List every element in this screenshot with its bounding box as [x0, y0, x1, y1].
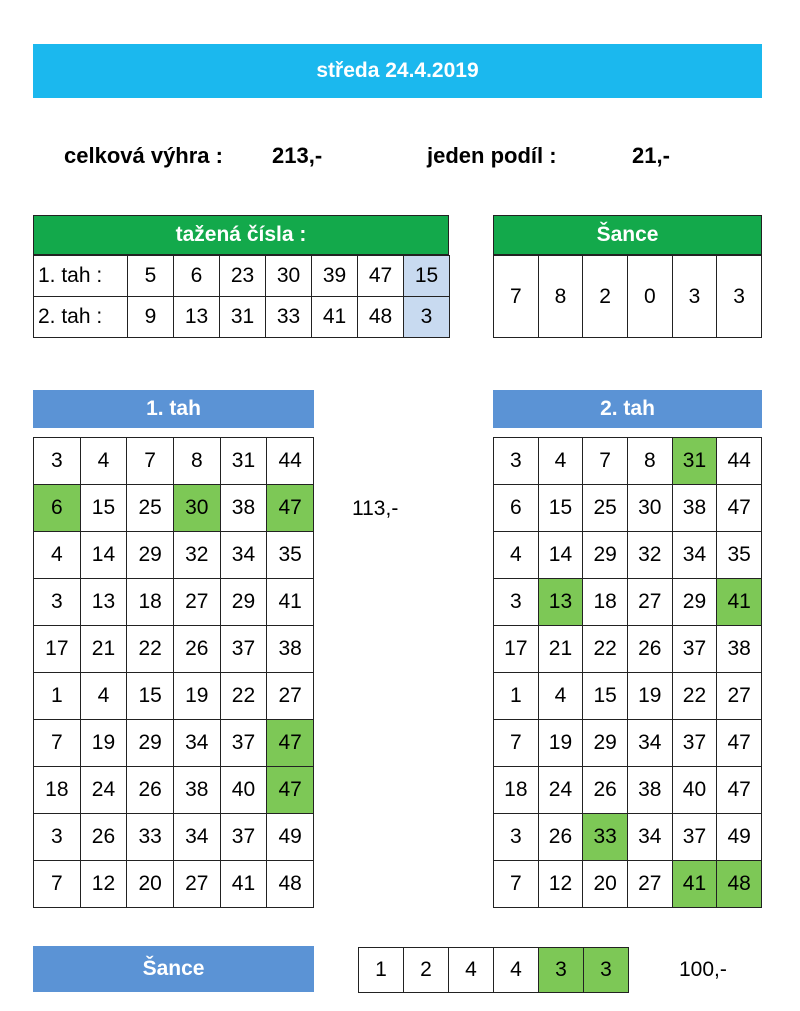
sance-ticket-digit: 1 [359, 948, 404, 993]
tah2-number: 26 [627, 626, 672, 673]
page-title: středa 24.4.2019 [316, 59, 479, 82]
tah2-number: 49 [717, 814, 762, 861]
sance-digit: 8 [538, 256, 583, 338]
tah2-number: 34 [672, 532, 717, 579]
tah1-row [34, 861, 314, 908]
tah2-number: 29 [583, 532, 628, 579]
tah1-number: 26 [80, 814, 127, 861]
tah2-number: 14 [538, 532, 583, 579]
tah2-number: 6 [494, 485, 539, 532]
sance-ticket-digit: 3 [539, 948, 584, 993]
tah2-number: 15 [583, 673, 628, 720]
sance-digit: 3 [717, 256, 762, 338]
tah2-ticket-grid [493, 437, 762, 908]
tah2-number: 27 [627, 861, 672, 908]
tah1-number: 17 [34, 626, 81, 673]
tah1-number: 27 [173, 579, 220, 626]
tah2-number: 37 [672, 720, 717, 767]
sance-ticket-title: Šance [142, 957, 205, 980]
tah2-number: 21 [538, 626, 583, 673]
tah2-number: 44 [717, 438, 762, 485]
drawn-number: 41 [312, 297, 358, 338]
drawn-number: 9 [128, 297, 174, 338]
tah2-number: 3 [494, 814, 539, 861]
tah1-number: 41 [220, 861, 267, 908]
tah1-title: 1. tah [146, 397, 201, 420]
tah1-number: 41 [267, 579, 314, 626]
tah1-row [34, 720, 314, 767]
tah1-number: 15 [80, 485, 127, 532]
tah1-ticket-grid [33, 437, 314, 908]
tah1-number: 47 [267, 720, 314, 767]
tah1-number: 19 [80, 720, 127, 767]
draw-row-label: 2. tah : [34, 297, 128, 338]
tah1-row [34, 814, 314, 861]
tah2-number: 15 [538, 485, 583, 532]
drawn-number: 5 [128, 256, 174, 297]
drawn-numbers-title: tažená čísla : [175, 223, 307, 246]
sance-header [493, 215, 762, 255]
tah1-number: 3 [34, 814, 81, 861]
tah1-number: 29 [220, 579, 267, 626]
tah1-row [34, 485, 314, 532]
tah1-number: 4 [80, 438, 127, 485]
tah2-number: 34 [627, 814, 672, 861]
tah2-row [494, 438, 762, 485]
tah2-row [494, 861, 762, 908]
sance-digit: 7 [494, 256, 539, 338]
tah1-header [33, 390, 314, 428]
tah2-number: 13 [538, 579, 583, 626]
drawn-number: 30 [266, 256, 312, 297]
tah1-number: 44 [267, 438, 314, 485]
tah2-number: 19 [627, 673, 672, 720]
drawn-number: 23 [220, 256, 266, 297]
tah1-number: 18 [34, 767, 81, 814]
tah2-title: 2. tah [600, 397, 655, 420]
page-header [33, 44, 762, 98]
drawn-numbers-table [33, 255, 450, 338]
drawn-numbers-header [33, 215, 449, 255]
share-label: jeden podíl : [427, 143, 557, 168]
tah2-number: 33 [583, 814, 628, 861]
tah2-number: 18 [583, 579, 628, 626]
draw-row-label: 1. tah : [34, 256, 128, 297]
tah2-number: 31 [672, 438, 717, 485]
tah1-number: 34 [173, 720, 220, 767]
tah1-number: 47 [267, 767, 314, 814]
tah1-number: 37 [220, 626, 267, 673]
tah1-row [34, 438, 314, 485]
draw-row-2 [34, 297, 450, 338]
tah1-number: 4 [34, 532, 81, 579]
tah1-number: 35 [267, 532, 314, 579]
tah2-number: 20 [583, 861, 628, 908]
sance-ticket-prize: 100,- [679, 958, 727, 981]
tah1-number: 18 [127, 579, 174, 626]
tah1-number: 38 [220, 485, 267, 532]
total-win-label: celková výhra : [64, 143, 223, 168]
tah1-number: 8 [173, 438, 220, 485]
tah1-number: 7 [127, 438, 174, 485]
tah2-number: 1 [494, 673, 539, 720]
tah2-number: 19 [538, 720, 583, 767]
sance-ticket-digit: 4 [494, 948, 539, 993]
tah2-number: 41 [717, 579, 762, 626]
tah1-number: 13 [80, 579, 127, 626]
sance-digit: 0 [627, 256, 672, 338]
tah2-number: 12 [538, 861, 583, 908]
tah1-number: 40 [220, 767, 267, 814]
tah1-number: 7 [34, 720, 81, 767]
drawn-number: 6 [174, 256, 220, 297]
tah2-number: 17 [494, 626, 539, 673]
tah1-number: 29 [127, 532, 174, 579]
tah1-number: 48 [267, 861, 314, 908]
tah2-header [493, 390, 762, 428]
drawn-number: 31 [220, 297, 266, 338]
tah1-number: 19 [173, 673, 220, 720]
tah1-number: 49 [267, 814, 314, 861]
tah2-number: 4 [538, 673, 583, 720]
tah1-number: 34 [220, 532, 267, 579]
tah1-number: 27 [267, 673, 314, 720]
tah2-number: 37 [672, 814, 717, 861]
tah1-number: 1 [34, 673, 81, 720]
tah1-number: 14 [80, 532, 127, 579]
tah2-number: 25 [583, 485, 628, 532]
tah2-number: 47 [717, 485, 762, 532]
tah2-number: 38 [627, 767, 672, 814]
tah1-number: 47 [267, 485, 314, 532]
tah2-number: 26 [583, 767, 628, 814]
drawn-number: 48 [358, 297, 404, 338]
tah1-number: 4 [80, 673, 127, 720]
tah1-number: 20 [127, 861, 174, 908]
tah1-row [34, 579, 314, 626]
tah2-number: 3 [494, 579, 539, 626]
tah1-number: 15 [127, 673, 174, 720]
tah2-row [494, 626, 762, 673]
drawn-number: 47 [358, 256, 404, 297]
tah2-number: 4 [538, 438, 583, 485]
tah2-row [494, 814, 762, 861]
sance-ticket-digit: 2 [404, 948, 449, 993]
tah2-number: 7 [583, 438, 628, 485]
tah1-number: 27 [173, 861, 220, 908]
tah2-number: 22 [672, 673, 717, 720]
tah1-number: 22 [220, 673, 267, 720]
tah1-number: 29 [127, 720, 174, 767]
tah1-row [34, 767, 314, 814]
draw-row-1 [34, 256, 450, 297]
tah2-number: 24 [538, 767, 583, 814]
tah2-number: 47 [717, 720, 762, 767]
tah2-number: 34 [627, 720, 672, 767]
tah1-number: 3 [34, 579, 81, 626]
tah1-number: 33 [127, 814, 174, 861]
sance-drawn-table [493, 255, 762, 338]
tah2-number: 27 [627, 579, 672, 626]
sance-ticket-table [358, 947, 629, 993]
tah2-number: 27 [717, 673, 762, 720]
tah2-number: 18 [494, 767, 539, 814]
tah2-number: 7 [494, 720, 539, 767]
tah1-number: 37 [220, 720, 267, 767]
tah2-number: 8 [627, 438, 672, 485]
tah2-number: 4 [494, 532, 539, 579]
tah1-number: 37 [220, 814, 267, 861]
tah2-number: 32 [627, 532, 672, 579]
tah2-number: 47 [717, 767, 762, 814]
tah1-number: 21 [80, 626, 127, 673]
bonus-number: 15 [404, 256, 450, 297]
tah1-number: 24 [80, 767, 127, 814]
tah1-row [34, 626, 314, 673]
tah2-number: 38 [717, 626, 762, 673]
tah2-number: 22 [583, 626, 628, 673]
tah2-number: 35 [717, 532, 762, 579]
tah1-prize: 113,- [352, 497, 399, 520]
sance-ticket-header [33, 946, 314, 992]
tah2-number: 7 [494, 861, 539, 908]
drawn-number: 39 [312, 256, 358, 297]
sance-title: Šance [596, 223, 659, 246]
tah2-number: 40 [672, 767, 717, 814]
tah1-number: 30 [173, 485, 220, 532]
tah1-row [34, 532, 314, 579]
sance-ticket-digit: 3 [584, 948, 629, 993]
tah2-number: 48 [717, 861, 762, 908]
tah1-number: 7 [34, 861, 81, 908]
tah1-number: 22 [127, 626, 174, 673]
tah1-number: 38 [173, 767, 220, 814]
tah1-row [34, 673, 314, 720]
tah2-row [494, 720, 762, 767]
tah1-number: 38 [267, 626, 314, 673]
sance-ticket-digit: 4 [449, 948, 494, 993]
tah1-number: 26 [127, 767, 174, 814]
share-value: 21,- [632, 143, 670, 168]
sance-digit: 2 [583, 256, 628, 338]
tah1-number: 34 [173, 814, 220, 861]
tah2-number: 37 [672, 626, 717, 673]
tah2-number: 26 [538, 814, 583, 861]
tah2-number: 29 [583, 720, 628, 767]
total-win-value: 213,- [272, 143, 323, 168]
tah2-number: 41 [672, 861, 717, 908]
tah1-number: 32 [173, 532, 220, 579]
tah2-row [494, 532, 762, 579]
drawn-number: 33 [266, 297, 312, 338]
tah2-number: 3 [494, 438, 539, 485]
sance-digit: 3 [672, 256, 717, 338]
drawn-number: 13 [174, 297, 220, 338]
tah1-number: 6 [34, 485, 81, 532]
tah2-row [494, 767, 762, 814]
tah2-number: 29 [672, 579, 717, 626]
tah2-row [494, 485, 762, 532]
tah1-number: 25 [127, 485, 174, 532]
tah1-number: 3 [34, 438, 81, 485]
tah2-number: 38 [672, 485, 717, 532]
tah2-row [494, 579, 762, 626]
tah2-number: 30 [627, 485, 672, 532]
bonus-number: 3 [404, 297, 450, 338]
tah1-number: 26 [173, 626, 220, 673]
tah1-number: 12 [80, 861, 127, 908]
tah2-row [494, 673, 762, 720]
tah1-number: 31 [220, 438, 267, 485]
